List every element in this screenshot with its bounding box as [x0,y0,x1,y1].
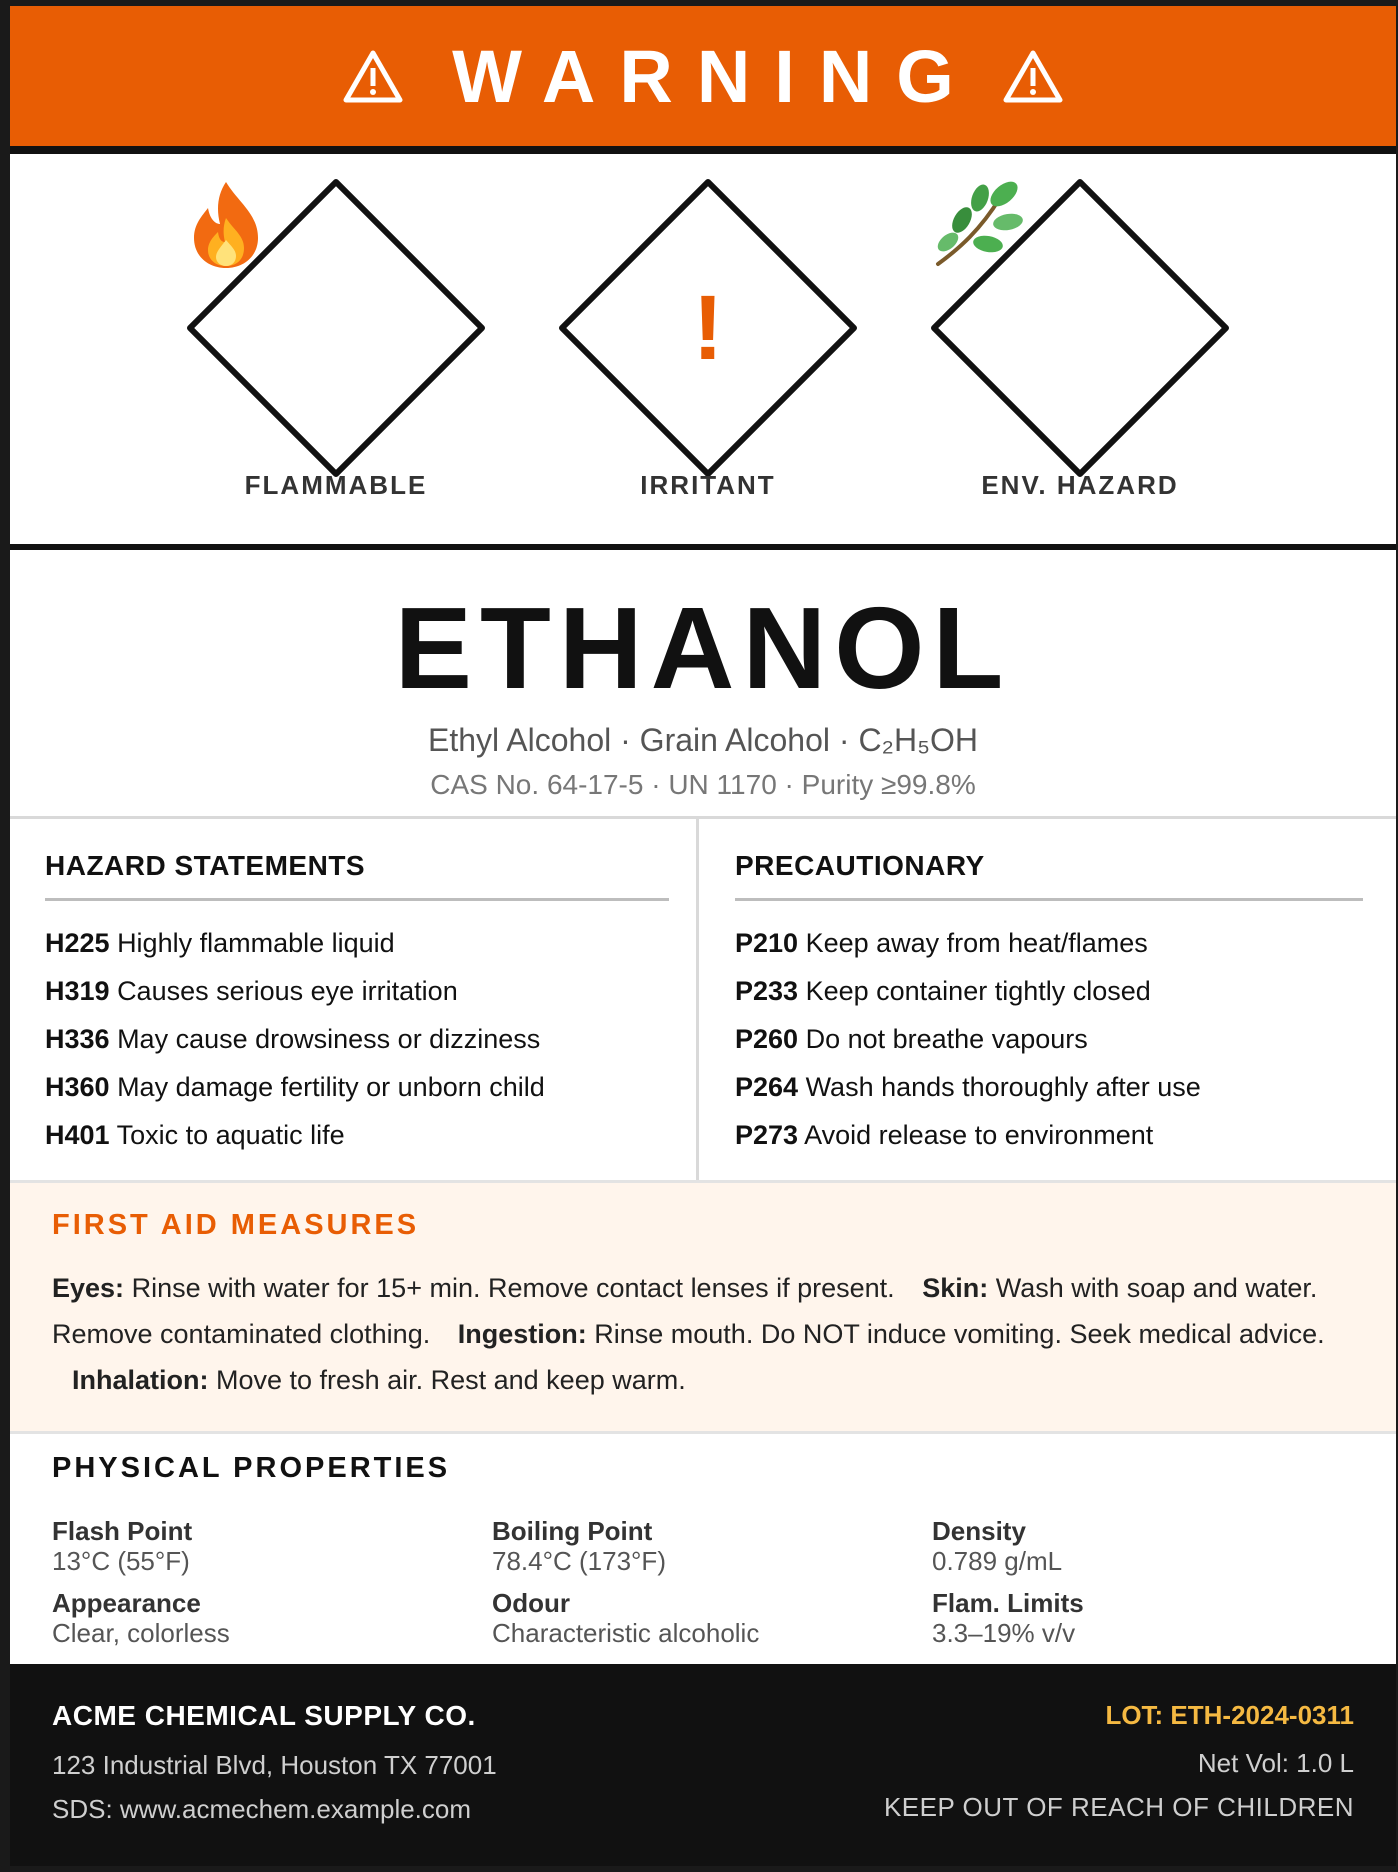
property-density [932,1516,1062,1576]
property-value: Clear, colorless [52,1618,230,1648]
property-value: 78.4°C (173°F) [492,1546,666,1576]
statement-text: Keep container tightly closed [805,976,1151,1006]
pictogram-flammable [186,178,486,500]
product-header [10,554,1396,816]
first-aid-instruction: Move to fresh air. Rest and keep warm. [216,1365,686,1395]
company-name: ACME CHEMICAL SUPPLY CO. [52,1700,476,1731]
statement-text: Do not breathe vapours [805,1024,1088,1054]
statement-code: P233 [735,976,799,1006]
statement-text: Avoid release to environment [804,1120,1154,1150]
first-aid-label: Ingestion: [457,1319,587,1349]
property-boiling-point [492,1516,666,1576]
column-divider [696,818,699,1180]
supplier-footer [10,1664,1396,1866]
sds-link[interactable]: SDS: www.acmechem.example.com [52,1794,472,1824]
first-aid-section [10,1180,1396,1434]
statement-code: P264 [735,1072,799,1102]
property-label: Density [932,1516,1026,1546]
precaution-list [735,919,1363,1159]
statement-text: Toxic to aquatic life [116,1120,345,1150]
pictogram-irritant [558,178,858,500]
statement-code: H319 [45,976,110,1006]
physical-properties [10,1432,1396,1658]
statement-code: P260 [735,1024,799,1054]
warning-text: WARNING [452,34,978,118]
warning-triangle-icon [342,48,404,104]
warning-triangle-icon [1002,48,1064,104]
section-heading: PRECAUTIONARY [735,850,1363,901]
first-aid-instruction: Rinse with water for 15+ min. Remove contact lenses if present. [131,1273,895,1303]
child-warning: KEEP OUT OF REACH OF CHILDREN [883,1792,1354,1822]
statement-item [735,1063,1363,1111]
product-synonyms: Ethyl Alcohol · Grain Alcohol · C₂H₅OH [428,722,978,758]
leaf-icon [930,178,1026,270]
section-heading: PHYSICAL PROPERTIES [52,1452,451,1484]
lot-number: LOT: ETH-2024-0311 [1105,1700,1354,1730]
statement-text: Wash hands thoroughly after use [805,1072,1201,1102]
divider [10,146,1396,154]
hazard-list [45,919,669,1159]
statement-code: H401 [45,1120,110,1150]
statement-text: May cause drowsiness or dizziness [117,1024,541,1054]
hazard-statements [45,818,669,1178]
statement-item [45,967,669,1015]
exclamation-icon: ! [692,276,724,379]
warning-banner [10,6,1396,146]
statement-code: H225 [45,928,110,958]
pictogram-label: IRRITANT [640,470,776,500]
flame-icon [186,178,266,270]
property-value: Characteristic alcoholic [492,1618,760,1648]
precautionary-statements [735,818,1363,1178]
first-aid-instruction: Wash with soap and water. Remove contaminated clothing. [52,1273,1318,1349]
pictogram-label: ENV. HAZARD [981,470,1179,500]
statement-code: H360 [45,1072,110,1102]
property-value: 0.789 g/mL [932,1546,1063,1576]
statement-text: May damage fertility or unborn child [117,1072,545,1102]
hazard-pictograms [10,154,1396,544]
statement-item [45,1111,669,1159]
statement-item [735,1015,1363,1063]
statement-item [735,1111,1363,1159]
property-value: 3.3–19% v/v [932,1618,1076,1648]
company-address: 123 Industrial Blvd, Houston TX 77001 [52,1750,497,1780]
section-heading: FIRST AID MEASURES [52,1209,420,1241]
property-label: Flash Point [52,1516,193,1546]
statement-item [45,919,669,967]
statement-text: Highly flammable liquid [117,928,395,958]
property-value: 13°C (55°F) [52,1546,190,1576]
product-name: ETHANOL [394,583,1012,713]
statement-text: Keep away from heat/flames [805,928,1148,958]
statement-text: Causes serious eye irritation [117,976,458,1006]
property-label: Flam. Limits [932,1588,1084,1618]
property-flam-limits [932,1588,1084,1648]
property-odour [492,1588,759,1648]
statement-code: H336 [45,1024,110,1054]
pictogram-label: FLAMMABLE [244,470,428,500]
statement-code: P273 [735,1120,799,1150]
property-appearance [52,1588,230,1648]
net-volume: Net Vol: 1.0 L [1197,1748,1354,1778]
property-label: Appearance [52,1588,201,1618]
first-aid-label: Eyes: [52,1273,125,1303]
statement-item [45,1015,669,1063]
property-label: Odour [492,1588,570,1618]
first-aid-text [52,1265,1342,1403]
section-heading: HAZARD STATEMENTS [45,850,669,901]
pictogram-env-hazard [930,178,1230,500]
property-flash-point [52,1516,192,1576]
chemical-label [10,6,1396,1866]
property-label: Boiling Point [492,1516,653,1546]
first-aid-instruction: Rinse mouth. Do NOT induce vomiting. Seek medical advice. [594,1319,1325,1349]
first-aid-label: Inhalation: [72,1365,209,1395]
statement-item [735,919,1363,967]
first-aid-label: Skin: [922,1273,989,1303]
product-identifiers: CAS No. 64-17-5 · UN 1170 · Purity ≥99.8% [430,769,976,800]
divider [10,544,1396,550]
statement-item [45,1063,669,1111]
statement-code: P210 [735,928,799,958]
statement-item [735,967,1363,1015]
